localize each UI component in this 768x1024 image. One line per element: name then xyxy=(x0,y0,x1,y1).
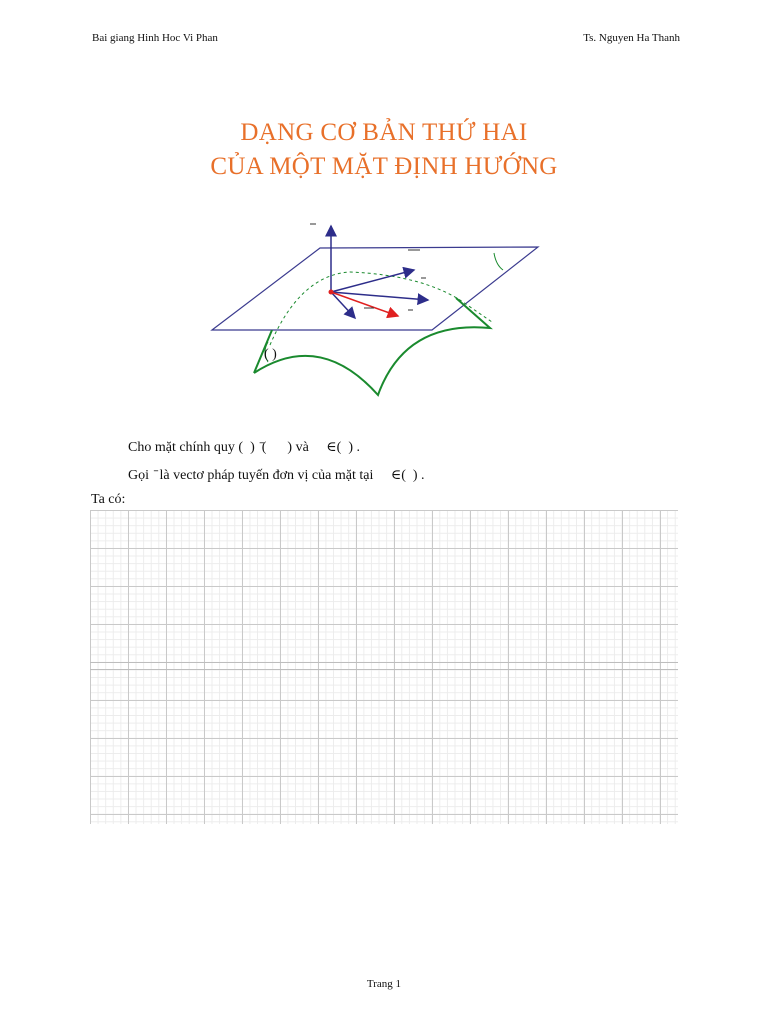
title-line-1: DẠNG CƠ BẢN THỨ HAI xyxy=(240,119,528,146)
body-line-1: Cho mặt chính quy ( ) ̄( ) và ∈( ) . xyxy=(128,440,360,455)
tangent-plane xyxy=(212,247,538,330)
header-left: Bai giang Hinh Hoc Vi Phan xyxy=(92,32,218,44)
body-line-3: Ta có: xyxy=(91,492,126,507)
tangent-vector-1 xyxy=(331,270,414,292)
page-number: Trang 1 xyxy=(366,978,402,990)
point-marker xyxy=(329,290,334,295)
angle-arc-right xyxy=(494,253,503,270)
tangent-vector-2 xyxy=(331,292,428,300)
title-line-2: CỦA MỘT MẶT ĐỊNH HƯỚNG xyxy=(210,153,558,180)
plane-label: ( ) xyxy=(264,347,277,362)
graph-paper xyxy=(90,510,678,824)
red-vector xyxy=(331,292,398,316)
graph-paper-divider xyxy=(90,662,678,670)
header-right: Ts. Nguyen Ha Thanh xyxy=(583,32,680,44)
page-title xyxy=(0,116,768,184)
surface-diagram xyxy=(0,200,768,410)
body-line-2: Gọi ̄ là vectơ pháp tuyến đơn vị của mặt tại ∈( ) . xyxy=(128,468,425,483)
